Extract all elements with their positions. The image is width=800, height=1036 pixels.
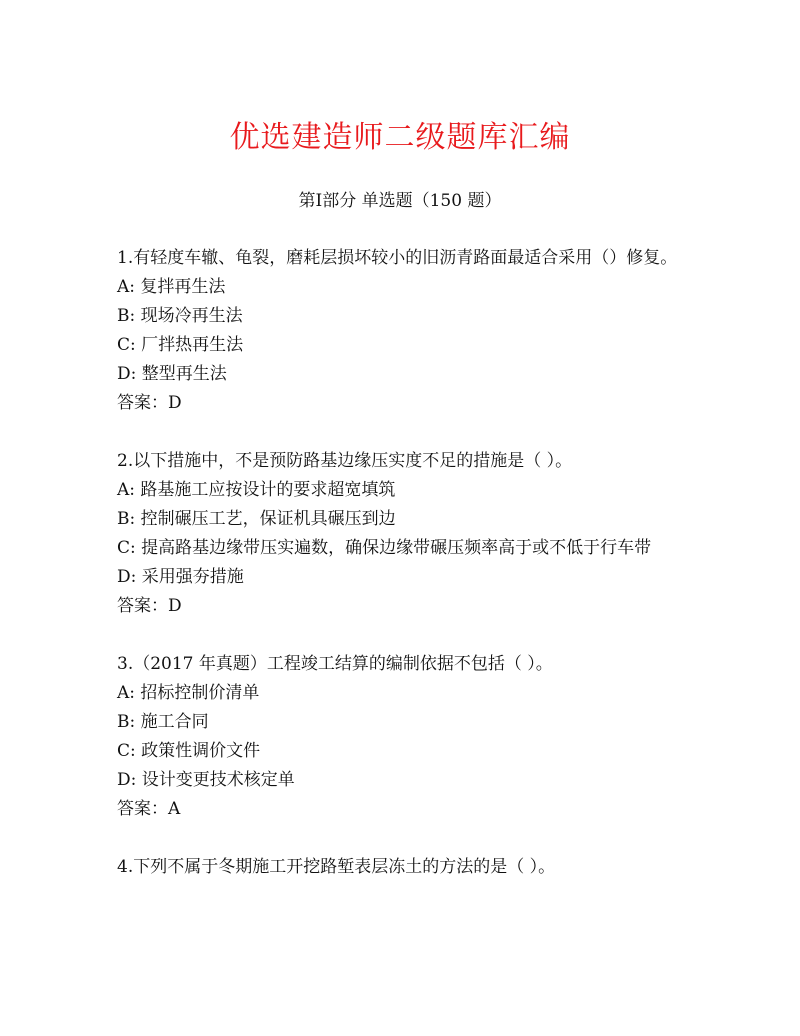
answer-option: B: 施工合同 [117,712,209,732]
question-stem: 4.下列不属于冬期施工开挖路堑表层冻土的方法的是（ ）。 [117,857,556,877]
answer-key: 答案：D [117,393,182,413]
question-stem: 3.（2017 年真题）工程竣工结算的编制依据不包括（ ）。 [117,654,553,674]
answer-option: A: 招标控制价清单 [117,683,260,703]
question-list [117,244,687,911]
answer-option: D: 整型再生法 [117,364,227,384]
answer-option: A: 路基施工应按设计的要求超宽填筑 [117,480,396,500]
answer-option: D: 设计变更技术核定单 [117,770,295,790]
answer-option: C: 提高路基边缘带压实遍数，确保边缘带碾压频率高于或不低于行车带 [117,538,652,558]
question-block [117,650,687,824]
answer-key: 答案：D [117,596,182,616]
answer-option: C: 厂拌热再生法 [117,335,244,355]
document-title: 优选建造师二级题库汇编 [229,120,571,155]
answer-option: B: 现场冷再生法 [117,306,243,326]
answer-option: C: 政策性调价文件 [117,741,261,761]
question-block [117,244,687,418]
answer-key: 答案：A [117,799,181,819]
question-block [117,853,687,882]
section-heading: 第Ⅰ部分 单选题（150 题） [298,191,502,211]
question-stem: 2.以下措施中，不是预防路基边缘压实度不足的措施是（ ）。 [117,451,573,471]
answer-option: D: 采用强夯措施 [117,567,244,587]
answer-option: B: 控制碾压工艺，保证机具碾压到边 [117,509,396,529]
question-block [117,447,687,621]
question-stem: 1.有轻度车辙、龟裂，磨耗层损坏较小的旧沥青路面最适合采用（）修复。 [117,248,678,268]
answer-option: A: 复拌再生法 [117,277,226,297]
